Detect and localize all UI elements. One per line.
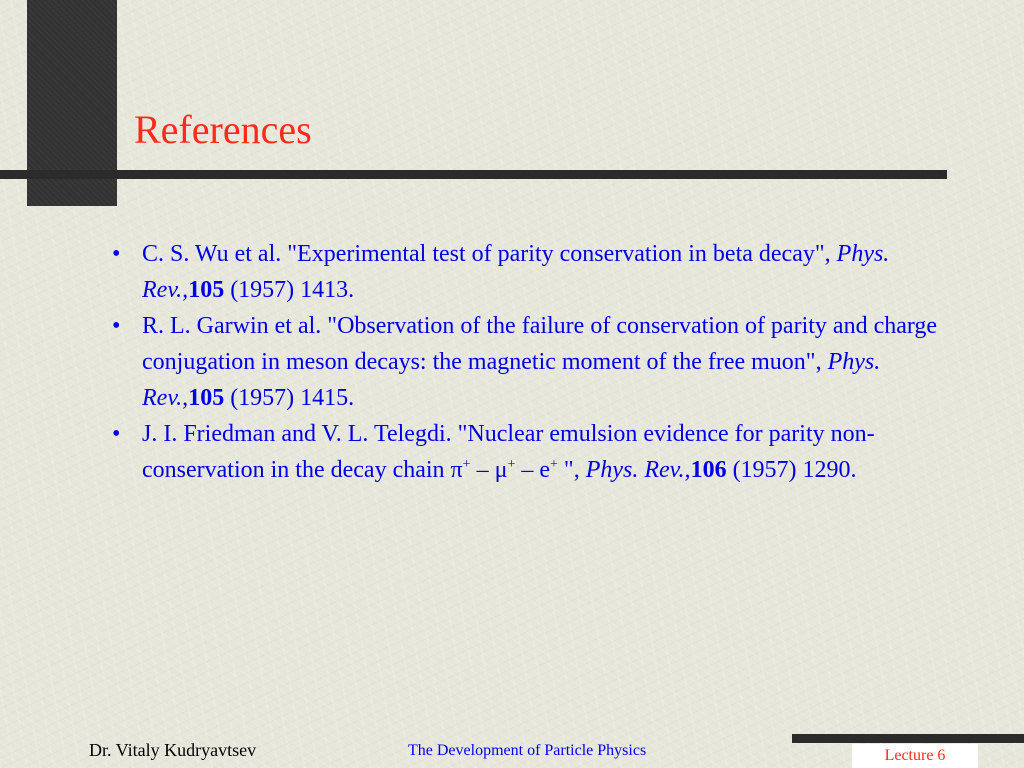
reference-year-page: (1957) 1413.	[224, 277, 355, 303]
bullet: •	[112, 241, 121, 267]
journal-name: Phys. Rev.,	[585, 457, 691, 483]
journal-volume: 106	[690, 457, 727, 483]
reference-list	[112, 236, 942, 488]
reference-text: C. S. Wu et al. "Experimental test of parity conservation in beta decay",	[142, 241, 837, 267]
bullet: •	[112, 313, 121, 339]
footer-divider	[792, 734, 1024, 743]
reference-year-page: (1957) 1415.	[224, 385, 355, 411]
decay-separator: –	[470, 457, 495, 483]
reference-year-page: (1957) 1290.	[726, 457, 857, 483]
pion-charge: +	[462, 457, 471, 472]
positron-charge: +	[550, 457, 558, 472]
bullet: •	[112, 421, 121, 447]
journal-name: Phys. Rev.,	[142, 241, 890, 303]
title-divider	[0, 170, 947, 179]
journal-volume: 105	[188, 277, 225, 303]
footer-author: Dr. Vitaly Kudryavtsev	[89, 740, 257, 760]
journal-name: Phys. Rev.,	[142, 349, 881, 411]
reference-text: J. I. Friedman and V. L. Telegdi. "Nuclear emulsion evidence for parity non-conservation in the decay chain	[142, 421, 875, 483]
footer-lecture-badge: Lecture 6	[852, 744, 978, 768]
reference-item-wu	[112, 236, 942, 308]
journal-volume: 105	[188, 385, 225, 411]
footer-course-title: The Development of Particle Physics	[408, 742, 647, 759]
reference-item-garwin	[112, 308, 942, 416]
muon-symbol: μ	[494, 457, 508, 483]
slide-title: References	[134, 107, 312, 152]
reference-text: R. L. Garwin et al. "Observation of the failure of conservation of parity and charge conjugation in meson decays: the magnetic moment of the free muon",	[142, 313, 938, 375]
quote-close: ",	[557, 457, 586, 483]
muon-charge: +	[507, 457, 516, 472]
positron-symbol: – e	[515, 457, 551, 483]
pion-symbol: π	[450, 457, 463, 483]
reference-item-friedman	[112, 416, 942, 488]
